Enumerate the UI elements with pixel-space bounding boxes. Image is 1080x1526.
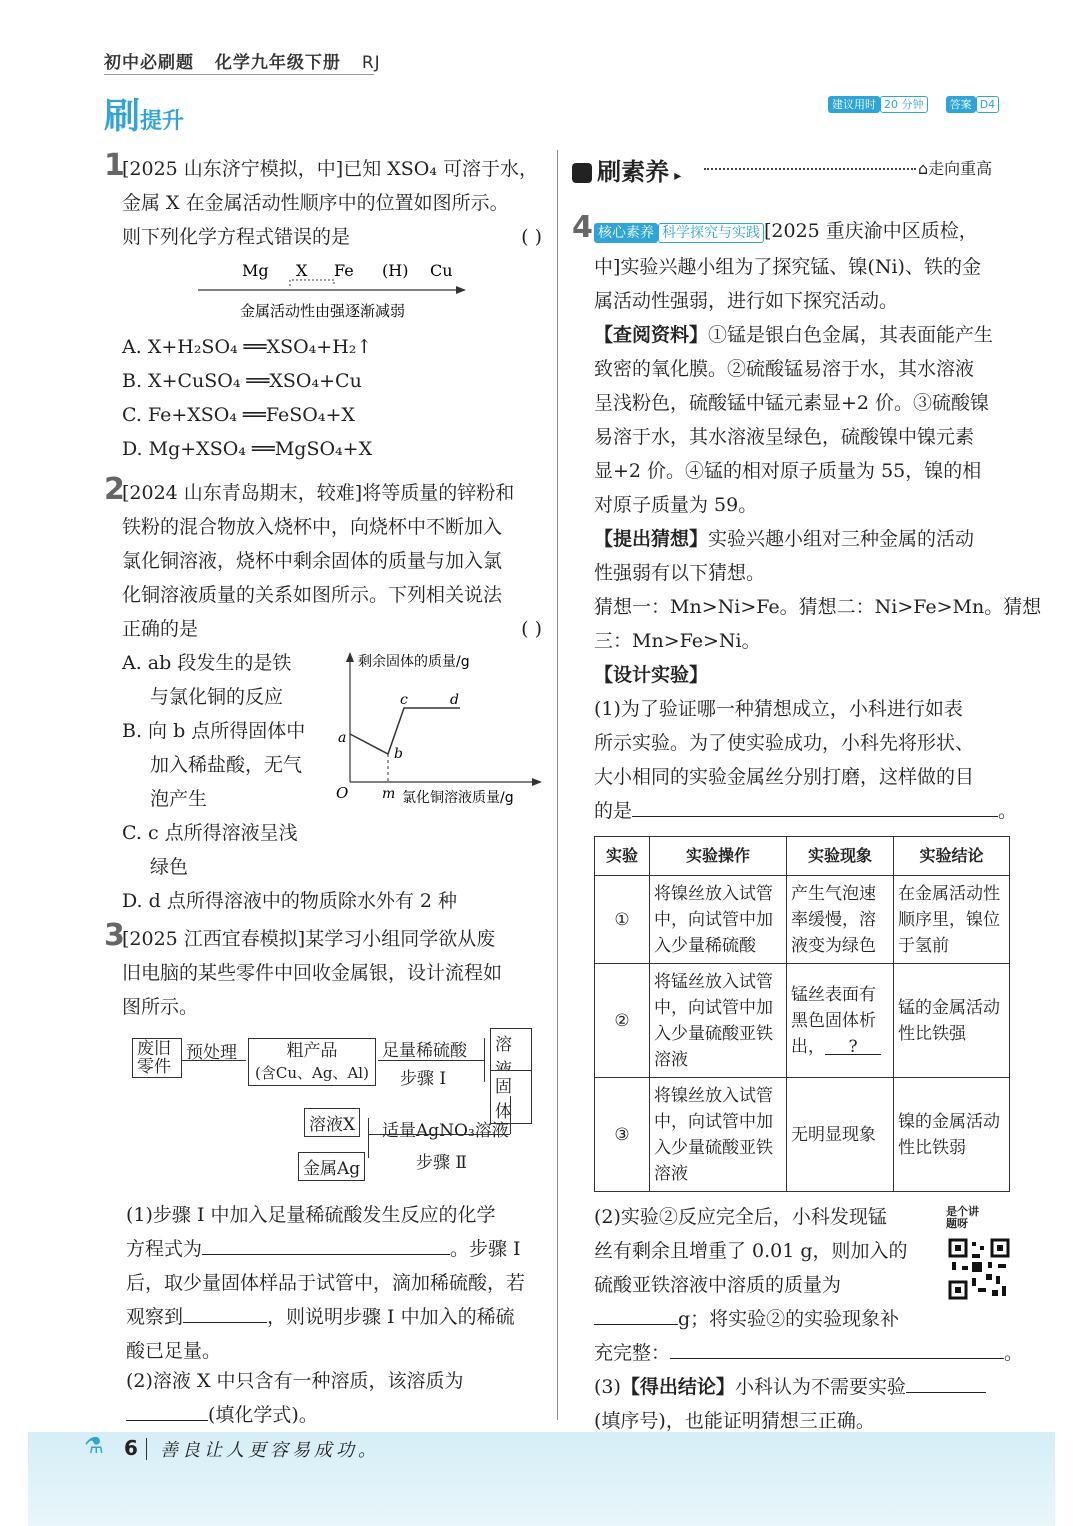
answer-blank[interactable]: [126, 1400, 208, 1421]
q3-sub1-text: ，则说明步骤 Ⅰ 中加入的稀硫: [267, 1306, 515, 1328]
series-title: 初中必刷题: [104, 53, 194, 73]
flow-branch: [484, 1038, 485, 1082]
q2-line: 氯化铜溶液，烧杯中剩余固体的质量与加入氯: [122, 550, 503, 572]
conclusion-heading: 【得出结论】: [620, 1376, 735, 1398]
q2-option-c[interactable]: C. c 点所得溶液呈浅: [122, 822, 298, 844]
guess-heading: 【提出猜想】: [594, 528, 709, 550]
banner-title: 刷素养: [597, 158, 670, 186]
answer-page: D4: [976, 96, 999, 113]
table-row: [595, 964, 1010, 1078]
edition-label: RJ: [361, 53, 381, 73]
flow-step2: 步骤 Ⅱ: [416, 1153, 467, 1173]
q1-options: [122, 330, 372, 466]
q3-flowchart: [132, 1035, 532, 1188]
table-cell: 将锰丝放入试管中，向试管中加入少量硫酸亚铁溶液: [650, 964, 787, 1078]
book-header: [104, 48, 395, 73]
footer-sep: [146, 1438, 147, 1460]
graph-origin: O: [336, 784, 349, 802]
table-cell: ②: [595, 964, 650, 1078]
answer-blank[interactable]: [906, 1372, 986, 1393]
flow-step1: 步骤 Ⅰ: [400, 1069, 447, 1089]
q1-option-a[interactable]: A. X+H₂SO₄ ══XSO₄+H₂↑: [122, 336, 373, 358]
book-title: 化学九年级下册: [214, 53, 341, 73]
table-cell: ①: [595, 876, 650, 964]
q1-line: [2025 山东济宁模拟，中]已知 XSO₄ 可溶于水，: [122, 158, 539, 180]
time-label: 建议用时: [828, 96, 880, 113]
answer-label: 答案: [946, 96, 976, 113]
banner-dots: [704, 168, 916, 170]
series-metal: Fe: [334, 261, 354, 280]
flow-reagent2: 适量AgNO₃溶液: [382, 1121, 509, 1141]
table-cell: [787, 964, 894, 1078]
q3-sub1-line: [126, 1232, 525, 1266]
q4-sub2-line: [594, 1302, 1023, 1336]
graph-tick-m: m: [382, 786, 396, 802]
banner-right-text: 走向重高: [928, 159, 993, 178]
flow-crude-sub: (含Cu、Ag、Al): [255, 1064, 369, 1082]
series-caption: 金属活动性由强逐渐减弱: [240, 302, 406, 320]
q2-graph: [330, 648, 550, 810]
answer-blank[interactable]: ?: [825, 1034, 881, 1055]
flow-arrow: [182, 1060, 246, 1061]
table-header: 实验操作: [650, 837, 787, 876]
q4-line: 易溶于水，其水溶液呈绿色，硫酸镍中镍元素: [594, 426, 975, 448]
q1-number: 1: [104, 148, 125, 183]
q4-line: [594, 214, 1041, 250]
flow-solid: 固体: [490, 1070, 532, 1124]
q3-number: 3: [104, 918, 125, 953]
flow-arrow: [510, 1096, 511, 1134]
q4-info-text: ①锰是银白色金属，其表面能产生: [708, 324, 994, 346]
q4-line: 中]实验兴趣小组为了探究锰、镍(Ni)、铁的金: [594, 256, 981, 278]
q3-sub1-line: [126, 1300, 525, 1334]
flow-solution-x: 溶液X: [304, 1108, 360, 1137]
q2-line-text: 正确的是: [122, 618, 199, 640]
q2-answer-paren: ( ): [521, 618, 542, 640]
q4-sub3-text: 小科认为不需要实验: [734, 1376, 906, 1398]
series-metal: Cu: [430, 261, 453, 280]
flow-start-box: 废旧零件: [132, 1038, 182, 1078]
header-rule: [104, 74, 374, 75]
flow-arrow: [378, 1060, 484, 1061]
table-header: 实验现象: [787, 837, 894, 876]
graph-y-label: 剩余固体的质量/g: [358, 654, 470, 670]
answer-blank[interactable]: [183, 1302, 267, 1323]
q3-sub1-line: (1)步骤 Ⅰ 中加入足量稀硫酸发生反应的化学: [126, 1204, 496, 1226]
q1-answer-paren: ( ): [521, 226, 542, 248]
q2-option-b-cont[interactable]: 加入稀盐酸，无气: [150, 754, 303, 776]
q4-line: [594, 658, 1041, 692]
design-heading: 【设计实验】: [594, 664, 709, 686]
q4-line: [594, 522, 1041, 556]
table-row: [595, 1078, 1010, 1192]
q4-line: 的是 。: [594, 794, 1041, 828]
q4-line: 属活动性强弱，进行如下探究活动。: [594, 290, 899, 312]
footer-motto: 善良让人更容易成功。: [160, 1440, 380, 1461]
flow-branch: [368, 1118, 369, 1158]
q3-sub1-text: 观察到: [126, 1306, 184, 1328]
table-cell: 镍的金属活动性比铁弱: [894, 1078, 1010, 1192]
flask-icon: ⚗: [84, 1434, 104, 1459]
core-tag: 核心素养: [594, 223, 658, 243]
school-icon: ⌂: [918, 159, 929, 178]
q3-sub2-line: [126, 1398, 464, 1432]
q2-option-a[interactable]: A. ab 段发生的是铁: [122, 652, 292, 674]
q3-sub1-line: 后，取少量固体样品于试管中，滴加稀硫酸，若: [126, 1272, 526, 1294]
section-title-small: 提升: [140, 109, 185, 134]
q4-stem: [594, 214, 1041, 828]
q1-option-d[interactable]: D. Mg+XSO₄ ══MgSO₄+X: [122, 438, 373, 460]
info-heading: 【查阅资料】: [594, 324, 709, 346]
q4-sub2-line: 充完整： 。: [594, 1336, 1023, 1370]
q1-line: 金属 X 在金属活动性顺序中的位置如图所示。: [122, 192, 509, 214]
flow-solution: 溶: [490, 1028, 532, 1082]
graph-point-b: b: [394, 746, 403, 762]
q4-line: 显+2 价。④锰的相对原子质量为 55，镍的相: [594, 460, 982, 482]
series-metal: X: [296, 261, 308, 280]
q4-sub2-line: (2)实验②反应完全后，小科发现锰: [594, 1206, 887, 1228]
q4-line: (1)为了验证哪一种猜想成立，小科进行如表: [594, 698, 963, 720]
q4-sub2-line: 丝有剩余且增重了 0.01 g，则加入的: [594, 1240, 908, 1262]
q4-intro-text: [2025 重庆渝中区质检，: [764, 220, 978, 242]
table-cell: 将镍丝放入试管中，向试管中加入少量稀硫酸: [650, 876, 787, 964]
q2-line: 铁粉的混合物放入烧杯中，向烧杯中不断加入: [122, 516, 503, 538]
table-cell: 产生气泡速率缓慢，溶液变为绿色: [787, 876, 894, 964]
q4-guess-text: 实验兴趣小组对三种金属的活动: [708, 528, 975, 550]
graph-point-a: a: [338, 730, 347, 746]
q2-option-b-cont[interactable]: 泡产生: [150, 788, 208, 810]
table-header-row: [595, 837, 1010, 876]
q4-design-text: 的是: [594, 800, 633, 822]
banner: 刷素养 ▸ ⌂走向重高: [572, 152, 1012, 184]
q2-line: [2024 山东青岛期末，较难]将等质量的锌粉和: [122, 482, 515, 504]
q1-option-c[interactable]: C. Fe+XSO₄ ══FeSO₄+X: [122, 404, 355, 426]
q4-sub3-line: [594, 1370, 1023, 1404]
q1-line-text: 则下列化学方程式错误的是: [122, 226, 351, 248]
series-metal: (H): [382, 261, 409, 280]
answer-blank[interactable]: [202, 1234, 450, 1255]
practice-tag: 科学探究与实践: [658, 223, 764, 243]
q4-sub2-line: 硫酸亚铁溶液中溶质的质量为: [594, 1274, 842, 1296]
q2-option-b[interactable]: B. 向 b 点所得固体中: [122, 720, 306, 742]
time-hint: [828, 93, 999, 112]
series-metal: Mg: [242, 261, 269, 280]
table-cell-text: 锰丝表面有黑色固体析出，: [791, 984, 876, 1057]
q4-sub2-text: g；将实验②的实验现象补: [678, 1308, 900, 1330]
q4-line: 猜想一：Mn>Ni>Fe。猜想二：Ni>Fe>Mn。猜想: [594, 596, 1042, 618]
table-cell: 将镍丝放入试管中，向试管中加入少量硫酸亚铁溶液: [650, 1078, 787, 1192]
q2-line: [122, 612, 542, 646]
q3-stem: [122, 922, 502, 1024]
graph-point-d: d: [450, 692, 459, 708]
q4-line: 性强弱有以下猜想。: [594, 562, 766, 584]
column-divider: [557, 150, 558, 1420]
q4-sub2-text: 充完整：: [594, 1342, 671, 1364]
flow-crude-box: [248, 1038, 376, 1086]
table-header: 实验结论: [894, 837, 1010, 876]
qr-label: 是个讲题呀: [946, 1205, 979, 1230]
q4-line: 对原子质量为 59。: [594, 494, 758, 516]
q3-line: 图所示。: [122, 996, 199, 1018]
answer-blank[interactable]: [632, 796, 998, 817]
q3-sub1-text: 方程式为: [126, 1238, 203, 1260]
banner-right: [918, 156, 992, 179]
table-cell: 无明显现象: [787, 1078, 894, 1192]
q2-option-d[interactable]: D. d 点所得溶液中的物质除水外有 2 种: [122, 890, 458, 912]
q4-line: 致密的氧化膜。②硫酸锰易溶于水，其水溶液: [594, 358, 975, 380]
table-row: [595, 876, 1010, 964]
q2-option-a-cont[interactable]: 与氯化铜的反应: [150, 686, 284, 708]
q2-stem: [122, 476, 542, 646]
table-cell: ③: [595, 1078, 650, 1192]
q4-line: 大小相同的实验金属丝分别打磨，这样做的目: [594, 766, 975, 788]
section-title: [104, 88, 184, 139]
q3-sub2-text: (填化学式)。: [208, 1404, 318, 1426]
q1-option-b[interactable]: B. X+CuSO₄ ══XSO₄+Cu: [122, 370, 362, 392]
banner-icon: [572, 163, 592, 183]
answer-blank[interactable]: [670, 1338, 1004, 1359]
q4-sub2: [594, 1200, 1023, 1438]
qr-code[interactable]: [948, 1238, 1010, 1300]
q4-line: [594, 318, 1041, 352]
q4-sub3-text: (3): [594, 1376, 621, 1398]
q4-line: 所示实验。为了使实验成功，小科先将形状、: [594, 732, 975, 754]
flow-pre-label: 预处理: [186, 1043, 237, 1063]
q3-line: [2025 江西宜春模拟]某学习小组同学欲从废: [122, 928, 496, 950]
q3-sub1: [126, 1198, 525, 1368]
flow-reagent1: 足量稀硫酸: [382, 1041, 467, 1061]
experiment-table: [594, 836, 1010, 1192]
q4-number: 4: [572, 210, 593, 245]
q1-line: [122, 220, 542, 254]
q3-sub1-text: 。步骤 Ⅰ: [450, 1238, 521, 1260]
graph-point-c: c: [400, 692, 408, 708]
q4-sub3-line: (填序号)，也能证明猜想三正确。: [594, 1410, 875, 1432]
section-title-big: 刷: [104, 96, 141, 137]
q2-option-c-cont[interactable]: 绿色: [150, 856, 189, 878]
table-cell: 锰的金属活动性比铁强: [894, 964, 1010, 1078]
q3-sub2-line: (2)溶液 X 中只含有一种溶质，该溶质为: [126, 1370, 464, 1392]
q3-line: 旧电脑的某些零件中回收金属银，设计流程如: [122, 962, 503, 984]
page-number: 6: [124, 1436, 138, 1460]
q3-sub2: [126, 1364, 464, 1432]
table-cell: 在金属活动性顺序里，镍位于氢前: [894, 876, 1010, 964]
time-value: 20 分钟: [880, 96, 928, 113]
q3-sub1-line: 酸已足量。: [126, 1340, 222, 1362]
q4-line: 呈浅粉色，硫酸锰中锰元素显+2 价。③硫酸镍: [594, 392, 990, 414]
graph-x-label: 氯化铜溶液质量/g: [402, 790, 514, 806]
q2-number: 2: [104, 472, 125, 507]
flow-silver: 金属Ag: [298, 1152, 365, 1181]
q1-activity-series: [190, 258, 480, 324]
q1-stem: [122, 152, 542, 254]
q2-line: 化铜溶液质量的关系如图所示。下列相关说法: [122, 584, 503, 606]
q4-line: 三：Mn>Fe>Ni。: [594, 630, 761, 652]
table-header: 实验: [595, 837, 650, 876]
answer-blank[interactable]: [594, 1304, 678, 1325]
flow-crude: 粗产品: [286, 1041, 338, 1061]
